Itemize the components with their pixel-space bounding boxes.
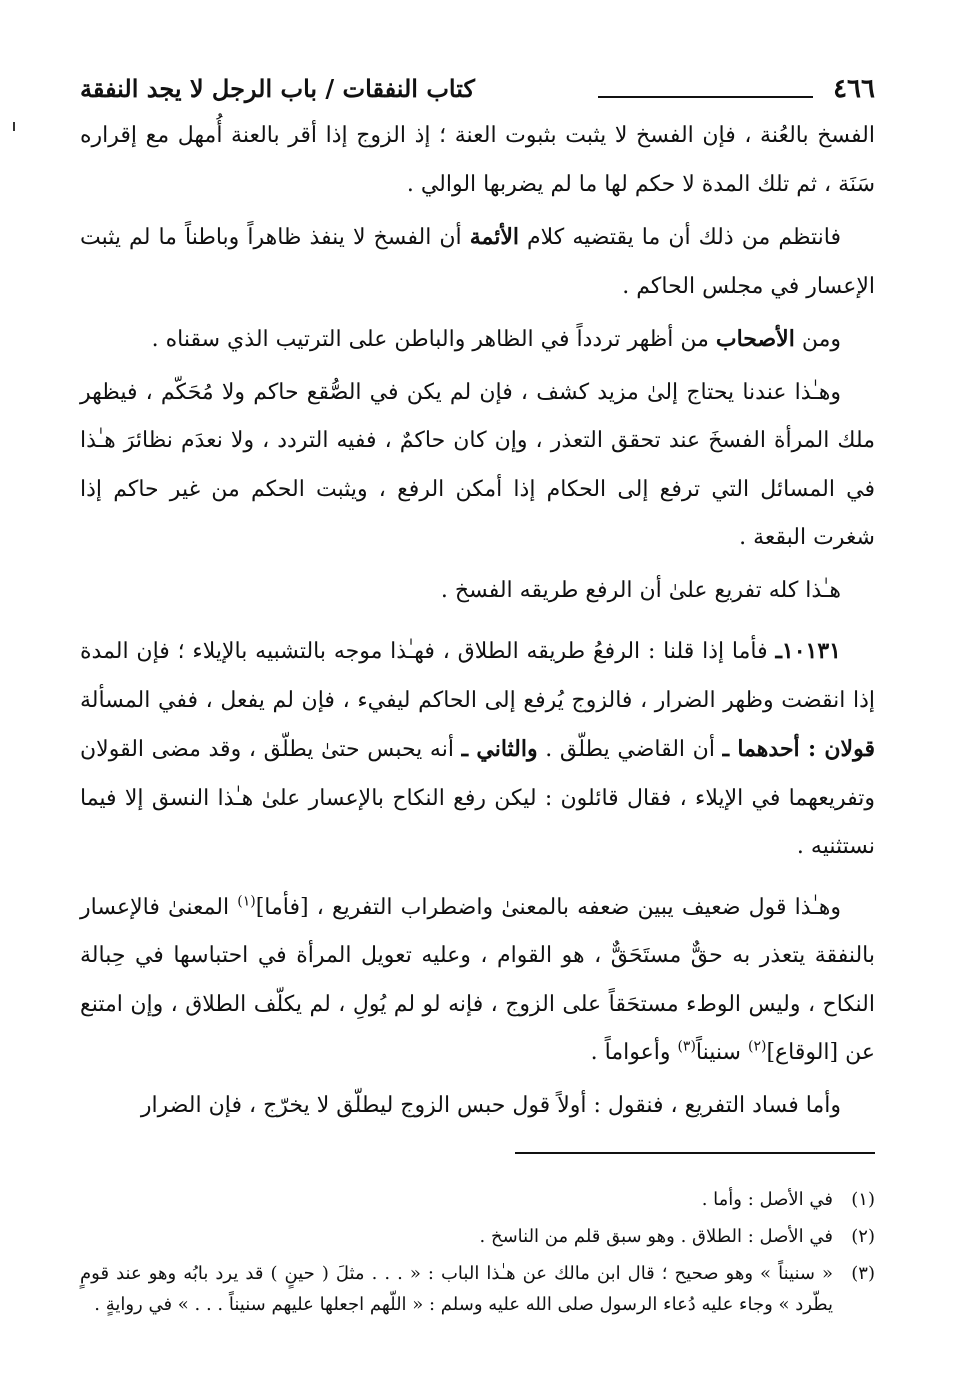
paragraph-2 — [80, 213, 875, 311]
paragraph-number: ١٠١٣١ـ — [775, 638, 841, 664]
footnote-separator — [515, 1152, 875, 1154]
footnote-ref-2[interactable]: (٢) — [747, 1038, 767, 1055]
margin-mark — [13, 122, 15, 131]
footnote-ref-3[interactable]: (٣) — [677, 1038, 696, 1055]
paragraph-4: وهـٰذا عندنا يحتاج إلىٰ مزيد كشف ، فإن لم يكن في الصُّقع حاكم ولا مُحَكّم ، فيظهر ملك المرأة الفسخَ عند تحقق التعذر ، وإن كان حاكمٌ ، ففيه التردد ، ولا نعدَم نظائرَ هـٰذا في المسائل التي ترفع إلى الحكام إذا أمكن الرفع ، ويثبت الحكم من غير حاكم إذا شغرت البقعة . — [80, 379, 875, 550]
paragraph-2-bold: الأئمة — [469, 224, 519, 250]
footnote-text: في الأصل : الطلاق . وهو سبق قلم من الناسخ . — [479, 1226, 833, 1247]
footnote-text: في الأصل : وأما . — [701, 1189, 833, 1210]
paragraph-6-text-c: أنه يحبس حتىٰ يطلّق ، وقد مضى القولان وتفريعهما في الإيلاء ، فقال قائلون : ليكن رفع النكاح بالإعسار علىٰ هـٰذا النسق إلا فيما نستثنيه . — [80, 737, 875, 859]
footnote-number: (٣) — [851, 1263, 875, 1284]
page-header — [80, 70, 875, 112]
footnote-number: (٢) — [851, 1226, 875, 1247]
paragraph-6-text-a: فأما إذا قلنا : الرفعُ طريقه الطلاق ، فهـٰذا موجه بالتشبيه بالإيلاء ؛ فإن المدة إذا انقضت وظهر الضرار ، فالزوج يُرفع إلى الحاكم ليفيء ، فإن لم يفعل ، ففي المسألة — [80, 639, 875, 713]
running-title: كتاب النفقات / باب الرجل لا يجد النفقة — [80, 74, 475, 103]
footnote-3 — [80, 1258, 875, 1320]
paragraph-6-text-b: أن القاضي يطلّق . — [537, 737, 723, 762]
paragraph-3-text-b: من أظهر تردداً في الظاهر والباطن على الترتيب الذي سقناه . — [151, 327, 716, 352]
paragraph-6 — [80, 627, 875, 872]
paragraph-5: هـٰذا كله تفريع علىٰ أن الرفع طريقه الفسخ . — [440, 577, 841, 603]
footnote-number: (١) — [851, 1189, 875, 1210]
paragraph-7-text-d: وأعواماً . — [590, 1040, 678, 1065]
footnotes — [80, 1184, 875, 1320]
main-text — [80, 112, 875, 1130]
paragraph-7-text-b: المعنىٰ فالإعسار بالنفقة يتعذر به حقٌّ مستَحَقٌّ ، هو القوام ، وعليه تعويل المرأة في احتباسها في حِبالة النكاح ، وليس الوطء مستحَقاً على الزوج ، فإنه لو لم يُولِ ، لم يكلّف الطلاق ، وإن امتنع عن [الوقاع] — [80, 894, 875, 1065]
page-number: ٤٦٦ — [833, 74, 875, 104]
header-rule — [598, 96, 813, 98]
paragraph-7-text-c: سنيناً — [695, 1040, 748, 1065]
paragraph-6-bold-1: قولان : أحدهما ـ — [722, 736, 875, 762]
footnote-text: « سنيناً » وهو صحيح ؛ قال ابن مالك عن هـٰذا الباب : « . . . مثلَ ( حينٍ ) قد يرد بابُه وهو عند قومٍ يطّرد » وجاء عليه دُعاء الرسول صلى الله عليه وسلم : « اللّهم اجعلها عليهم سنيناً . . . » في روايةٍ . — [80, 1263, 833, 1315]
paragraph-7 — [80, 884, 875, 1078]
paragraph-3 — [80, 315, 875, 365]
book-page — [80, 70, 875, 1326]
footnote-2 — [80, 1221, 875, 1252]
footnote-1 — [80, 1184, 875, 1215]
paragraph-3-text-a: ومن — [794, 327, 841, 352]
paragraph-1: الفسخ بالعُنة ، فإن الفسخ لا يثبت بثبوت العنة ؛ إذ الزوج إذا أقر بالعنة أُمهل مع إقراره سَنَة ، ثم تلك المدة لا حكم لها ما لم يضربها الوالي . — [80, 123, 875, 197]
paragraph-6-bold-2: والثاني ـ — [461, 736, 538, 762]
footnote-ref-1[interactable]: (١) — [237, 893, 256, 910]
paragraph-2-text-b: أن الفسخ لا ينفذ ظاهراً وباطناً ما لم يثبت الإعسار في مجلس الحاكم . — [80, 225, 875, 299]
paragraph-8: وأما فساد التفريع ، فنقول : أولاً قول حبس الزوج ليطلّق لا يخرّج ، فإن الضرار — [140, 1092, 841, 1118]
paragraph-2-text-a: فانتظم من ذلك أن ما يقتضيه كلام — [519, 225, 841, 250]
paragraph-7-text-a: وهـٰذا قول ضعيف يبين ضعفه بالمعنىٰ واضطراب التفريع ، [فأما] — [255, 894, 841, 920]
paragraph-3-bold: الأصحاب — [715, 326, 795, 352]
